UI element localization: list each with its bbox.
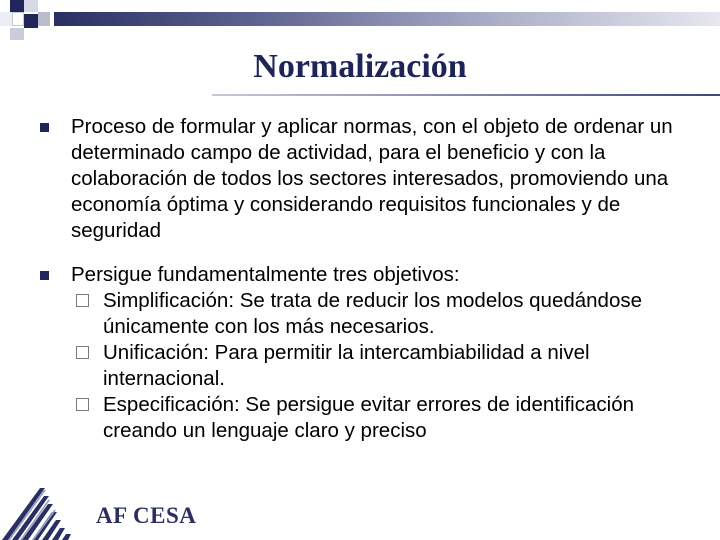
logo-stripes-icon (2, 488, 71, 540)
decor-square (24, 0, 38, 12)
decor-square (12, 12, 24, 26)
decor-square (0, 12, 12, 26)
decor-square (10, 0, 24, 12)
bullet-item (40, 262, 680, 444)
sub-bullet-text: Unificación: Para permitir la intercambiabilidad a nivel internacional. (103, 341, 590, 390)
sub-bullet-item (71, 340, 680, 392)
bullet-text: Persigue fundamentalmente tres objetivos: (71, 263, 460, 286)
sub-bullet-text: Simplificación: Se trata de reducir los modelos quedándose únicamente con los más necesarios. (103, 289, 642, 338)
sub-bullet-text: Especificación: Se persigue evitar errores de identificación creando un lenguaje claro y preciso (103, 393, 634, 442)
title-underline (212, 94, 720, 96)
sub-bullet-item (71, 392, 680, 444)
bullet-text: Proceso de formular y aplicar normas, con el objeto de ordenar un determinado campo de actividad, para el beneficio y con la colaboración de todos los sectores interesados, promoviendo una economía óptima y considerando requisitos funcionales y de seguridad (71, 115, 673, 242)
square-bullet-icon (40, 123, 49, 132)
slide-title: Normalización (253, 48, 467, 85)
decor-square (38, 12, 50, 26)
decor-square (10, 28, 24, 40)
bullet-item (40, 114, 680, 244)
square-bullet-icon (40, 271, 49, 280)
slide-body (40, 114, 680, 444)
decor-square (24, 14, 38, 28)
hollow-square-bullet-icon (76, 398, 89, 411)
header-gradient-bar (54, 12, 720, 26)
hollow-square-bullet-icon (76, 346, 89, 359)
hollow-square-bullet-icon (76, 294, 89, 307)
sub-bullet-item (71, 288, 680, 340)
logo-wordmark: AF CESA (96, 503, 197, 528)
